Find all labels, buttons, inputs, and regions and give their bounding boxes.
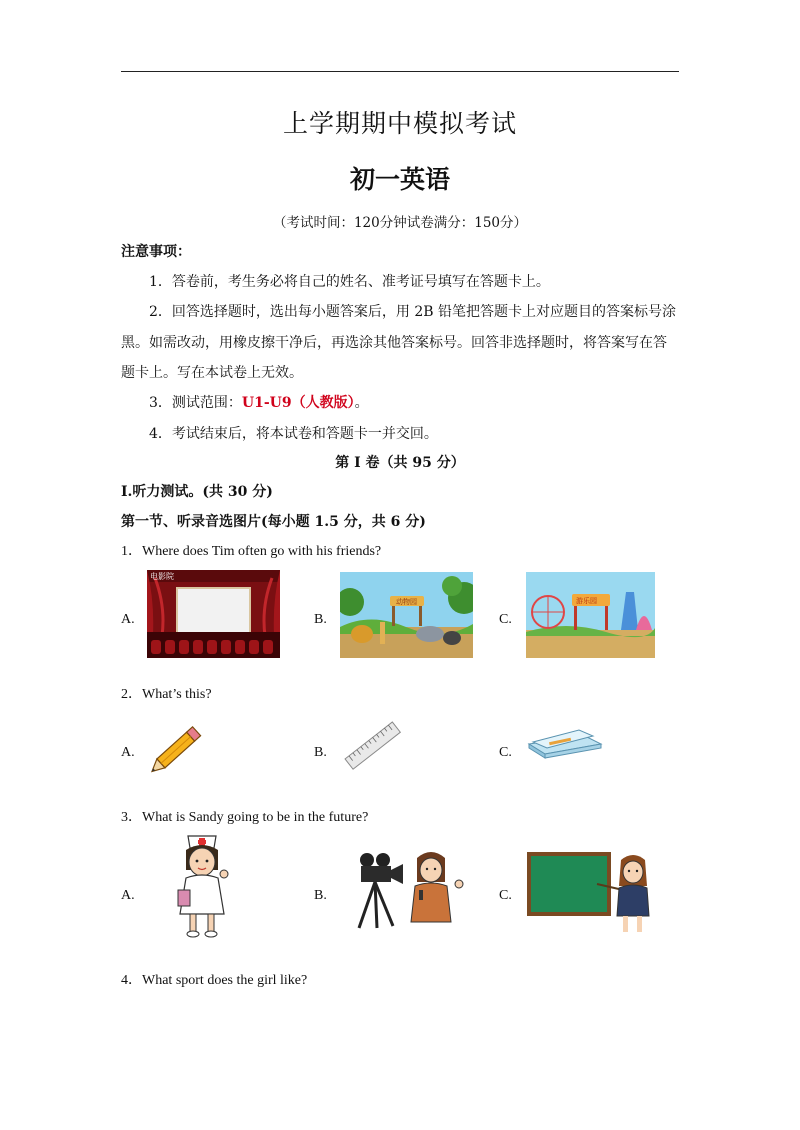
q3-option-a-label: A. bbox=[121, 888, 135, 903]
amusement-park-icon bbox=[526, 572, 655, 658]
zoo-icon bbox=[340, 572, 473, 658]
part1-heading: I.听力测试。(共 30 分) bbox=[121, 484, 273, 500]
q1-amusement-park-picture bbox=[526, 572, 655, 658]
q3-nurse-picture bbox=[172, 830, 232, 938]
note-item-3-suffix: 。 bbox=[354, 395, 369, 411]
cinema-caption: 电影院 bbox=[150, 572, 174, 581]
q1-option-b-label: B. bbox=[314, 612, 327, 627]
test-scope-highlight: U1-U9（人教版） bbox=[241, 395, 355, 411]
section1-heading: 第一节、听录音选图片(每小题 1.5 分，共 6 分) bbox=[121, 514, 426, 530]
question-2-text: 2．What’s this? bbox=[121, 687, 212, 702]
q2-option-c-label: C. bbox=[499, 745, 512, 760]
blackboard-teacher-icon bbox=[527, 850, 653, 936]
note-item-2-line-2: 黑。如需改动，用橡皮擦干净后，再选涂其他答案标号。回答非选择题时，将答案写在答 bbox=[121, 335, 667, 351]
question-4-text: 4．What sport does the girl like? bbox=[121, 973, 308, 988]
q1-option-c-label: C. bbox=[499, 612, 512, 627]
top-rule bbox=[121, 71, 679, 72]
q3-option-c-label: C. bbox=[499, 888, 512, 903]
amusement-park-caption: 游乐园 bbox=[576, 597, 597, 605]
q1-cinema-picture bbox=[147, 570, 280, 658]
q1-zoo-picture bbox=[340, 572, 473, 658]
q2-pencil-box-picture bbox=[527, 726, 603, 760]
pencil-icon bbox=[147, 720, 209, 776]
volume-heading: 第 I 卷（共 95 分） bbox=[335, 455, 465, 471]
exam-info: （考试时间：120分钟试卷满分：150分） bbox=[272, 215, 528, 231]
q3-option-b-label: B. bbox=[314, 888, 327, 903]
ruler-icon bbox=[343, 721, 403, 771]
q2-pencil-picture bbox=[147, 720, 209, 776]
exam-title: 上学期期中模拟考试 bbox=[282, 109, 517, 138]
question-3-text: 3．What is Sandy going to be in the future? bbox=[121, 810, 369, 825]
q2-option-a-label: A. bbox=[121, 745, 135, 760]
notes-heading: 注意事项： bbox=[121, 244, 191, 260]
q1-option-a-label: A. bbox=[121, 612, 135, 627]
q3-teacher-picture bbox=[527, 850, 653, 936]
note-item-1: 1．答卷前，考生务必将自己的姓名、准考证号填写在答题卡上。 bbox=[149, 274, 550, 290]
subject-title: 初一英语 bbox=[349, 165, 450, 194]
q3-reporter-picture bbox=[349, 848, 467, 930]
zoo-caption: 动物园 bbox=[396, 598, 417, 606]
q2-ruler-picture bbox=[343, 721, 403, 771]
video-camera-reporter-icon bbox=[349, 848, 467, 930]
q2-option-b-label: B. bbox=[314, 745, 327, 760]
note-item-3-prefix: 3．测试范围： bbox=[149, 395, 242, 411]
cinema-icon bbox=[147, 570, 280, 658]
note-item-4: 4．考试结束后，将本试卷和答题卡一并交回。 bbox=[149, 426, 438, 442]
note-item-2-line-3: 题卡上。写在本试卷上无效。 bbox=[121, 365, 303, 381]
note-item-2-line-1: 2．回答选择题时，选出每小题答案后，用 2B 铅笔把答题卡上对应题目的答案标号涂 bbox=[149, 304, 677, 320]
note-item-3 bbox=[149, 393, 369, 413]
question-1-text: 1．Where does Tim often go with his friends? bbox=[121, 544, 382, 559]
nurse-icon bbox=[172, 830, 232, 938]
pencil-box-icon bbox=[527, 726, 603, 760]
